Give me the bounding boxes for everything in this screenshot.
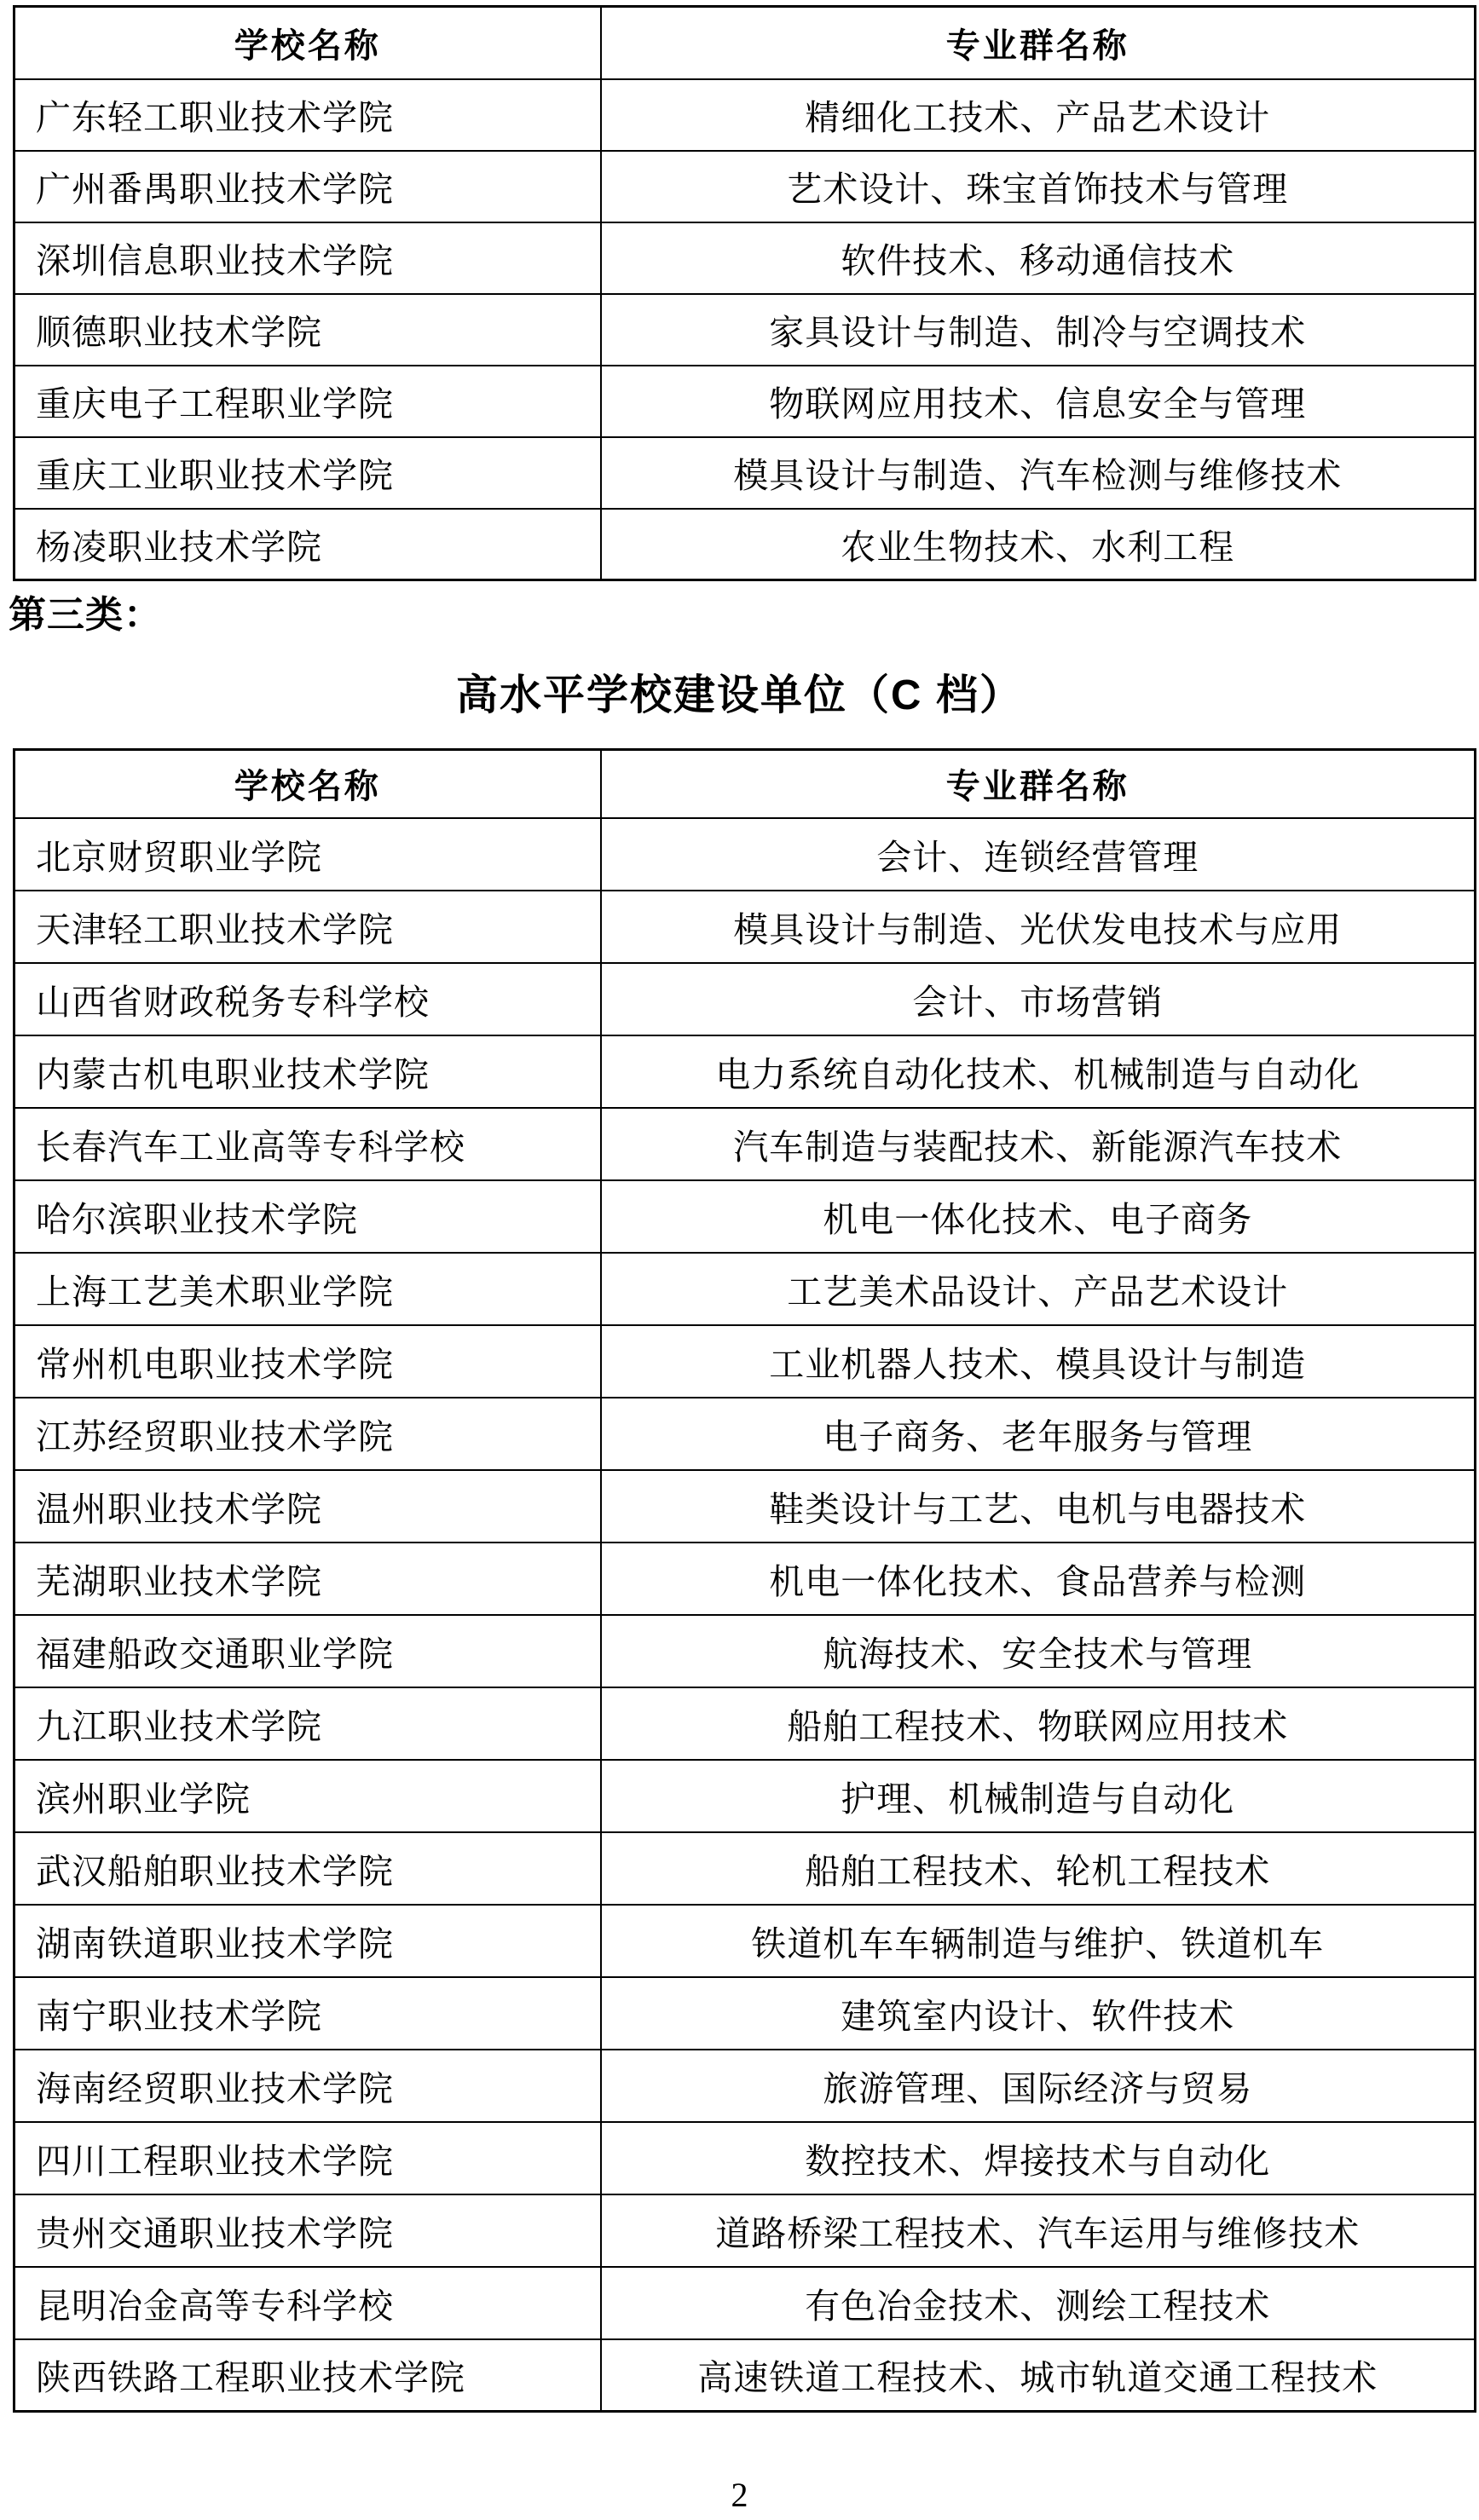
specialty-group-cell: 船舶工程技术、轮机工程技术 — [601, 1832, 1476, 1905]
school-name-cell: 滨州职业学院 — [14, 1760, 601, 1832]
table-row — [14, 366, 1476, 437]
column-header-school-name: 学校名称 — [14, 750, 601, 818]
specialty-group-cell: 船舶工程技术、物联网应用技术 — [601, 1687, 1476, 1760]
specialty-group-cell: 工艺美术品设计、产品艺术设计 — [601, 1253, 1476, 1325]
school-name-cell: 江苏经贸职业技术学院 — [14, 1398, 601, 1470]
school-name-cell: 湖南铁道职业技术学院 — [14, 1905, 601, 1977]
specialty-group-cell: 建筑室内设计、软件技术 — [601, 1977, 1476, 2050]
table-row — [14, 1687, 1476, 1760]
school-name-cell: 顺德职业技术学院 — [14, 294, 601, 366]
school-name-cell: 常州机电职业技术学院 — [14, 1325, 601, 1398]
specialty-group-cell: 会计、市场营销 — [601, 963, 1476, 1035]
table-row — [14, 1325, 1476, 1398]
table-row — [14, 509, 1476, 580]
table-row — [14, 1108, 1476, 1180]
specialty-group-cell: 艺术设计、珠宝首饰技术与管理 — [601, 151, 1476, 222]
specialty-group-cell: 鞋类设计与工艺、电机与电器技术 — [601, 1470, 1476, 1543]
table-row — [14, 7, 1476, 79]
school-name-cell: 深圳信息职业技术学院 — [14, 222, 601, 294]
specialty-group-cell: 家具设计与制造、制冷与空调技术 — [601, 294, 1476, 366]
specialty-group-cell: 模具设计与制造、汽车检测与维修技术 — [601, 437, 1476, 509]
school-name-cell: 海南经贸职业技术学院 — [14, 2050, 601, 2122]
specialty-group-cell: 道路桥梁工程技术、汽车运用与维修技术 — [601, 2194, 1476, 2267]
table-row — [14, 1035, 1476, 1108]
specialty-group-cell: 模具设计与制造、光伏发电技术与应用 — [601, 891, 1476, 963]
table-row — [14, 1180, 1476, 1253]
school-name-cell: 武汉船舶职业技术学院 — [14, 1832, 601, 1905]
table-row — [14, 1470, 1476, 1543]
school-name-cell: 杨凌职业技术学院 — [14, 509, 601, 580]
specialty-group-cell: 物联网应用技术、信息安全与管理 — [601, 366, 1476, 437]
table-row — [14, 79, 1476, 151]
specialty-group-cell: 有色冶金技术、测绘工程技术 — [601, 2267, 1476, 2339]
table-row — [14, 222, 1476, 294]
table-body — [14, 818, 1476, 2412]
specialty-group-cell: 高速铁道工程技术、城市轨道交通工程技术 — [601, 2339, 1476, 2412]
table-row — [14, 750, 1476, 818]
specialty-group-cell: 旅游管理、国际经济与贸易 — [601, 2050, 1476, 2122]
school-name-cell: 南宁职业技术学院 — [14, 1977, 601, 2050]
section-label: 第三类： — [9, 594, 162, 636]
table-row — [14, 2194, 1476, 2267]
school-name-cell: 温州职业技术学院 — [14, 1470, 601, 1543]
table-body — [14, 79, 1476, 580]
column-header-specialty-group: 专业群名称 — [601, 750, 1476, 818]
school-name-cell: 北京财贸职业学院 — [14, 818, 601, 891]
specialty-group-cell: 农业生物技术、水利工程 — [601, 509, 1476, 580]
school-name-cell: 长春汽车工业高等专科学校 — [14, 1108, 601, 1180]
specialty-group-cell: 机电一体化技术、食品营养与检测 — [601, 1543, 1476, 1615]
school-name-cell: 重庆工业职业技术学院 — [14, 437, 601, 509]
table-row — [14, 151, 1476, 222]
school-name-cell: 芜湖职业技术学院 — [14, 1543, 601, 1615]
table-row — [14, 818, 1476, 891]
table-row — [14, 2122, 1476, 2194]
specialty-group-cell: 电力系统自动化技术、机械制造与自动化 — [601, 1035, 1476, 1108]
school-name-cell: 九江职业技术学院 — [14, 1687, 601, 1760]
section-title: 高水平学校建设单位（C 档） — [455, 672, 1023, 718]
table-row — [14, 1760, 1476, 1832]
table-row — [14, 2267, 1476, 2339]
specialty-group-cell: 护理、机械制造与自动化 — [601, 1760, 1476, 1832]
school-name-cell: 陕西铁路工程职业技术学院 — [14, 2339, 601, 2412]
table-row — [14, 891, 1476, 963]
specialty-group-cell: 铁道机车车辆制造与维护、铁道机车 — [601, 1905, 1476, 1977]
table-row — [14, 1905, 1476, 1977]
school-name-cell: 山西省财政税务专科学校 — [14, 963, 601, 1035]
school-name-cell: 天津轻工职业技术学院 — [14, 891, 601, 963]
column-header-specialty-group: 专业群名称 — [601, 7, 1476, 79]
specialty-group-cell: 数控技术、焊接技术与自动化 — [601, 2122, 1476, 2194]
specialty-group-cell: 电子商务、老年服务与管理 — [601, 1398, 1476, 1470]
specialty-group-cell: 工业机器人技术、模具设计与制造 — [601, 1325, 1476, 1398]
table-row — [14, 2050, 1476, 2122]
school-name-cell: 内蒙古机电职业技术学院 — [14, 1035, 601, 1108]
specialty-group-cell: 机电一体化技术、电子商务 — [601, 1180, 1476, 1253]
school-table-tier-c — [13, 748, 1476, 2413]
school-name-cell: 福建船政交通职业学院 — [14, 1615, 601, 1687]
page-number: 2 — [731, 2476, 748, 2514]
table-row — [14, 963, 1476, 1035]
school-name-cell: 广东轻工职业技术学院 — [14, 79, 601, 151]
table-row — [14, 1398, 1476, 1470]
column-header-school-name: 学校名称 — [14, 7, 601, 79]
table-row — [14, 2339, 1476, 2412]
table-row — [14, 1615, 1476, 1687]
table-header-row — [14, 7, 1476, 79]
table-header-row — [14, 750, 1476, 818]
table-row — [14, 437, 1476, 509]
table-row — [14, 294, 1476, 366]
school-name-cell: 哈尔滨职业技术学院 — [14, 1180, 601, 1253]
table-row — [14, 1253, 1476, 1325]
specialty-group-cell: 航海技术、安全技术与管理 — [601, 1615, 1476, 1687]
school-name-cell: 四川工程职业技术学院 — [14, 2122, 601, 2194]
specialty-group-cell: 会计、连锁经营管理 — [601, 818, 1476, 891]
table-row — [14, 1543, 1476, 1615]
school-name-cell: 重庆电子工程职业学院 — [14, 366, 601, 437]
table-row — [14, 1977, 1476, 2050]
specialty-group-cell: 软件技术、移动通信技术 — [601, 222, 1476, 294]
school-name-cell: 贵州交通职业技术学院 — [14, 2194, 601, 2267]
specialty-group-cell: 精细化工技术、产品艺术设计 — [601, 79, 1476, 151]
school-name-cell: 昆明冶金高等专科学校 — [14, 2267, 601, 2339]
school-table-continued — [13, 5, 1476, 581]
table-row — [14, 1832, 1476, 1905]
specialty-group-cell: 汽车制造与装配技术、新能源汽车技术 — [601, 1108, 1476, 1180]
school-name-cell: 广州番禺职业技术学院 — [14, 151, 601, 222]
school-name-cell: 上海工艺美术职业学院 — [14, 1253, 601, 1325]
